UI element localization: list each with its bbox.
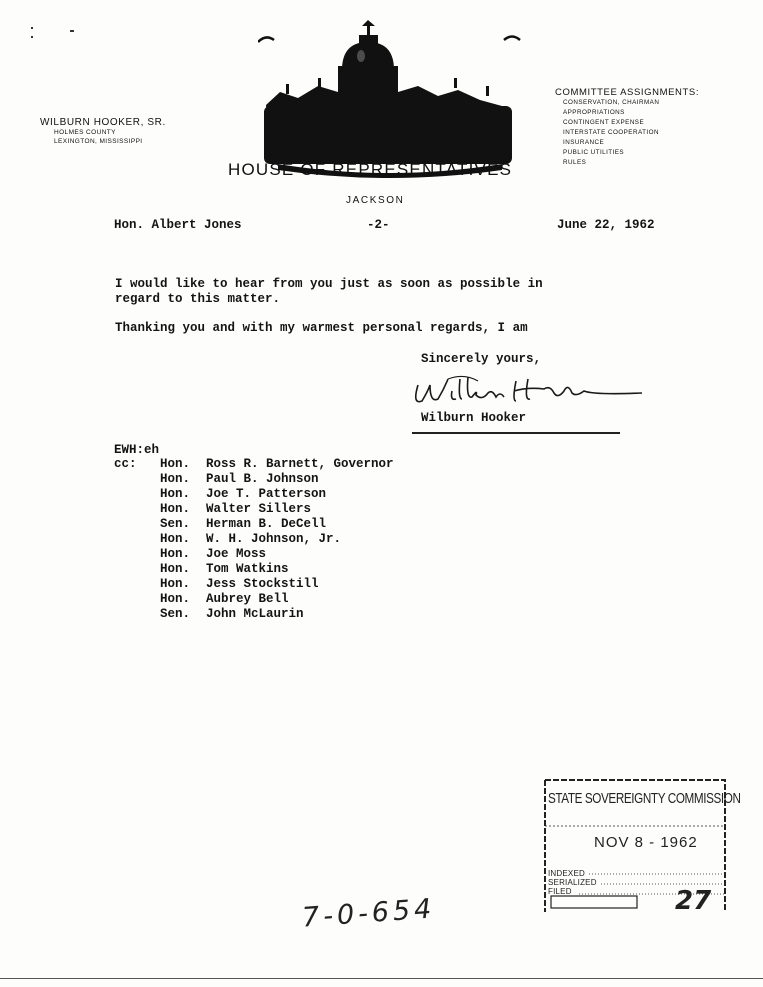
committee-item: INTERSTATE COOPERATION bbox=[563, 129, 659, 136]
handwritten-file-number: 7-0-654 bbox=[301, 893, 437, 934]
cc-row bbox=[114, 547, 394, 562]
cc-row bbox=[114, 517, 394, 532]
cc-row bbox=[114, 532, 394, 547]
cc-name: W. H. Johnson, Jr. bbox=[206, 532, 342, 546]
scan-speck bbox=[31, 27, 33, 29]
body-paragraph-2: Thanking you and with my warmest personal regards, I am bbox=[115, 321, 528, 335]
cc-row bbox=[114, 607, 394, 622]
cc-row bbox=[114, 592, 394, 607]
committee-item: CONSERVATION, CHAIRMAN bbox=[563, 99, 660, 106]
cc-title: Hon. bbox=[160, 592, 191, 606]
body-paragraph-1 bbox=[115, 277, 543, 307]
signer-name: Wilburn Hooker bbox=[421, 411, 527, 425]
cc-name: John McLaurin bbox=[206, 607, 304, 621]
cc-row bbox=[114, 487, 394, 502]
committee-item: PUBLIC UTILITIES bbox=[563, 149, 625, 156]
cc-name: Walter Sillers bbox=[206, 502, 312, 516]
cc-title: Hon. bbox=[160, 547, 191, 561]
house-title: HOUSE OF REPRESENTATIVES bbox=[228, 160, 513, 179]
cc-name: Aubrey Bell bbox=[206, 592, 289, 606]
stamp-indexed-label: INDEXED bbox=[548, 869, 585, 878]
cc-name: Joe Moss bbox=[206, 547, 267, 561]
capitol-building-emblem bbox=[258, 20, 528, 180]
sender-block bbox=[40, 117, 166, 146]
addressee: Hon. Albert Jones bbox=[114, 218, 242, 232]
cc-title: Sen. bbox=[160, 607, 191, 621]
cc-name: Ross R. Barnett, Governor bbox=[206, 457, 394, 471]
handwritten-signature bbox=[404, 371, 644, 411]
cc-title: Hon. bbox=[160, 577, 191, 591]
stamp-date: NOV 8 - 1962 bbox=[594, 834, 698, 851]
cc-title: Hon. bbox=[160, 472, 191, 486]
committee-assignments bbox=[555, 87, 699, 168]
cc-row bbox=[114, 472, 394, 487]
committee-item: INSURANCE bbox=[563, 139, 605, 146]
stamp-handwritten-mark: 27 bbox=[675, 886, 712, 916]
cc-title: Hon. bbox=[160, 532, 191, 546]
page-number: -2- bbox=[367, 218, 390, 232]
stamp-filed-label: FILED bbox=[548, 887, 572, 896]
closing: Sincerely yours, bbox=[421, 352, 542, 366]
sender-name: WILBURN HOOKER, SR. bbox=[40, 117, 166, 128]
cc-title: Hon. bbox=[160, 562, 191, 576]
cc-row bbox=[114, 562, 394, 577]
stamp-serialized-label: SERIALIZED bbox=[548, 878, 597, 887]
body-line: regard to this matter. bbox=[115, 292, 281, 306]
cc-title: Hon. bbox=[160, 457, 191, 471]
stamp-title: STATE SOVEREIGNTY COMMISSION bbox=[548, 790, 741, 807]
committee-heading: COMMITTEE ASSIGNMENTS: bbox=[555, 87, 700, 98]
cc-row bbox=[114, 577, 394, 592]
cc-label: cc: bbox=[114, 457, 137, 471]
typist-initials: EWH:eh bbox=[114, 443, 160, 457]
cc-list bbox=[114, 457, 394, 622]
cc-row bbox=[114, 457, 394, 472]
sender-county: HOLMES COUNTY bbox=[54, 129, 116, 136]
signature-underline bbox=[412, 432, 620, 434]
sender-city: LEXINGTON, MISSISSIPPI bbox=[54, 138, 143, 145]
cc-title: Sen. bbox=[160, 517, 191, 531]
cc-name: Joe T. Patterson bbox=[206, 487, 327, 501]
cc-name: Tom Watkins bbox=[206, 562, 289, 576]
cc-name: Herman B. DeCell bbox=[206, 517, 327, 531]
scan-speck bbox=[31, 36, 33, 38]
committee-item: RULES bbox=[563, 159, 587, 166]
scan-speck bbox=[70, 30, 74, 32]
letter-date: June 22, 1962 bbox=[557, 218, 655, 232]
cc-name: Jess Stockstill bbox=[206, 577, 319, 591]
committee-item: APPROPRIATIONS bbox=[563, 109, 625, 116]
cc-name: Paul B. Johnson bbox=[206, 472, 319, 486]
scan-edge-line bbox=[0, 978, 763, 979]
cc-title: Hon. bbox=[160, 502, 191, 516]
city-name: JACKSON bbox=[346, 195, 405, 206]
committee-item: CONTINGENT EXPENSE bbox=[563, 119, 645, 126]
cc-title: Hon. bbox=[160, 487, 191, 501]
cc-row bbox=[114, 502, 394, 517]
body-line: I would like to hear from you just as soon as possible in bbox=[115, 277, 543, 291]
